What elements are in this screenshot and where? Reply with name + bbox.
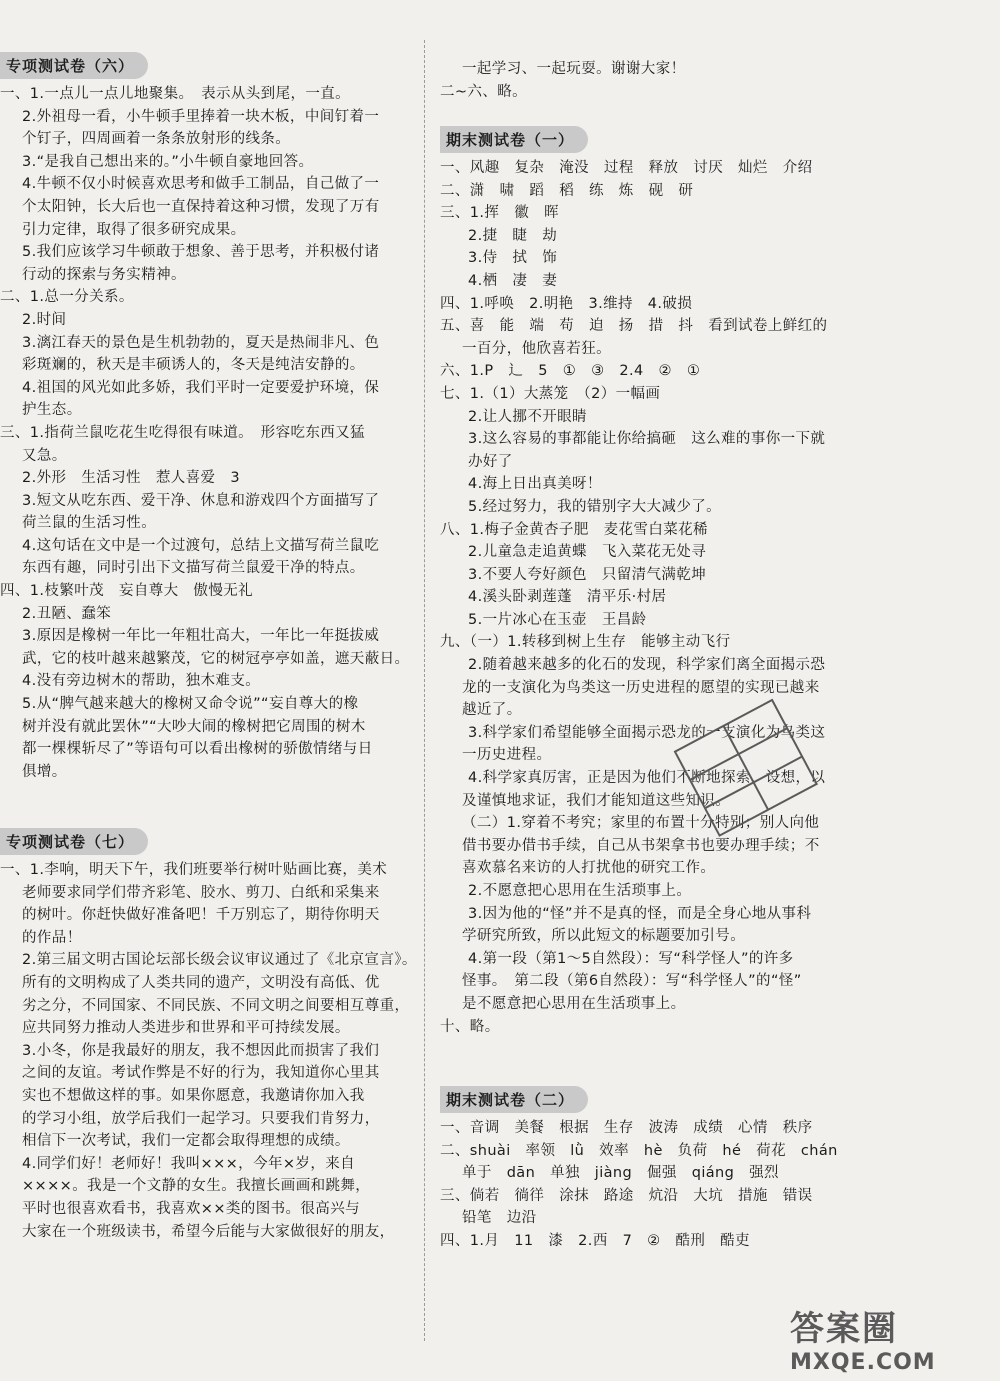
answer-line: 喜欢慕名来访的人打扰他的研究工作。 [462, 860, 716, 877]
answer-line: 二、shuài 率领 lǜ 效率 hè 负荷 hé 荷花 chán [440, 1142, 838, 1159]
answer-line: 2.外祖母一看，小牛顿手里捧着一块木板，中间钉着一 [22, 108, 380, 125]
answer-line: 所有的文明构成了人类共同的遗产，文明没有高低、优 [22, 974, 380, 991]
answer-line: 3.小冬，你是我最好的朋友，我不想因此而损害了我们 [22, 1042, 380, 1059]
answer-line: 的作品！ [22, 929, 82, 946]
answer-line: 3.因为他的“怪”并不是真的怪，而是全身心地从事科 [468, 905, 812, 922]
answer-line: 3.侍 拭 饰 [468, 250, 558, 267]
left-column [0, 0, 417, 1381]
answer-line: 一百分，他欣喜若狂。 [462, 340, 611, 357]
answer-lines [440, 1117, 838, 1253]
answer-line: 六、1.P 辶 5 ① ③ 2.4 ② ① [440, 363, 701, 380]
answer-line: 4.这句话在文中是一个过渡句，总结上文描写荷兰鼠吃 [22, 537, 380, 554]
answer-line: 护生态。 [22, 402, 82, 419]
section-test-7 [0, 828, 417, 1243]
answer-line: 四、1.月 11 漆 2.西 7 ② 酷刑 酷吏 [440, 1232, 750, 1249]
answer-line: 2.不愿意把心思用在生活琐事上。 [468, 883, 692, 899]
answer-line: 借书要办借书手续，自己从书架拿书也要办理手续；不 [462, 837, 820, 854]
answer-line: 2.让人挪不开眼睛 [468, 408, 587, 425]
answer-line: 都一棵棵斩尽了”等语句可以看出橡树的骄傲情绪与日 [22, 741, 373, 758]
answer-line: 办好了 [468, 453, 513, 470]
answer-line: 的树叶。你赶快做好准备吧！千万别忘了，期待你明天 [22, 907, 380, 924]
answer-line: 3.原因是橡树一年比一年粗壮高大，一年比一年挺拔威 [22, 628, 380, 645]
answer-line: 相信下一次考试，我们一定都会取得理想的成绩。 [22, 1133, 350, 1150]
answer-line: 四、1.呼唤 2.明艳 3.维持 4.破损 [440, 295, 693, 312]
answer-line: 4.栖 凄 妻 [468, 272, 558, 289]
answer-line: 铅笔 边沿 [462, 1210, 537, 1227]
answer-line: 个太阳钟，长大后也一直保持着这种习惯，发现了万有 [22, 198, 380, 215]
answer-line: ××××。我是一个文静的女生。我擅长画画和跳舞， [22, 1178, 371, 1195]
stamp-overlay [652, 690, 842, 850]
answer-line: 3.不要人夸好颜色 只留清气满乾坤 [468, 566, 707, 583]
answer-line: 五、喜 能 端 苟 迫 扬 措 抖 看到试卷上鲜红的 [440, 318, 828, 335]
answer-line: 一、1.一点儿一点儿地聚集。 表示从头到尾，一直。 [0, 86, 351, 102]
answer-line: 劣之分，不同国家、不同民族、不同文明之间要相互尊重， [22, 997, 410, 1014]
answer-line: 一、1.李响，明天下午，我们班要举行树叶贴画比赛，美术 [0, 862, 388, 878]
answer-line: 老师要求同学们带齐彩笔、胶水、剪刀、白纸和采集来 [22, 884, 380, 901]
answer-line: 一历史进程。 [462, 747, 552, 764]
section-title: 期末测试卷（二） [440, 1086, 588, 1113]
section-title: 专项测试卷（六） [0, 52, 148, 79]
answer-line: 的学习小组，放学后我们一起学习。只要我们肯努力， [22, 1110, 380, 1127]
logo-sub-text: MXQE.COM [790, 1350, 936, 1375]
answer-line: 四、1.枝繁叶茂 妄自尊大 傲慢无礼 [0, 583, 254, 600]
answer-line: 4.牛顿不仅小时候喜欢思考和做手工制品，自己做了一 [22, 176, 380, 193]
answer-line: 一、音调 美餐 根据 生存 波涛 成绩 心情 秩序 [440, 1120, 813, 1136]
answer-line: 4.没有旁边树木的帮助，独木难支。 [22, 673, 261, 690]
answer-line: 怪事。 第二段（第6自然段）：写“科学怪人”的“怪” [462, 973, 802, 990]
answer-line: 4.科学家真厉害，正是因为他们不断地探索、设想，以 [468, 770, 826, 787]
answer-line: 行动的探索与务实精神。 [22, 266, 186, 283]
answer-lines [440, 157, 827, 1038]
continued-answers [440, 58, 686, 103]
answer-line: 大家在一个班级读书，希望今后能与大家做很好的朋友， [22, 1223, 395, 1240]
answer-line: 平时也很喜欢看书，我喜欢××类的图书。很高兴与 [22, 1200, 360, 1217]
answer-line: 4.第一段（第1～5自然段）：写“科学怪人”的许多 [468, 950, 794, 967]
logo-main-text: 答案圈 [790, 1309, 898, 1349]
answer-line: 5.我们应该学习牛顿敢于想象、善于思考，并积极付诸 [22, 244, 380, 261]
section-title: 期末测试卷（一） [440, 126, 588, 153]
answer-line: 二、潇 啸 蹈 稻 练 炼 砚 研 [440, 182, 694, 199]
answer-line: 三、1.挥 徽 晖 [440, 205, 559, 222]
answer-line: 2.丑陋、蠢笨 [22, 605, 112, 622]
answer-line: 4.海上日出真美呀！ [468, 476, 602, 493]
answer-line: 二、1.总一分关系。 [0, 289, 134, 306]
answer-line: 十、略。 [440, 1018, 500, 1035]
answer-line: 七、1.（1）大蒸笼 （2）一幅画 [440, 385, 661, 402]
answer-line: 东西有趣，同时引出下文描写荷兰鼠爱干净的特点。 [22, 560, 365, 577]
answer-line: 个钉子，四周画着一条条放射形的线条。 [22, 131, 291, 148]
answer-line: 是不愿意把心思用在生活琐事上。 [462, 995, 686, 1012]
section-title: 专项测试卷（七） [0, 828, 148, 855]
answer-line: 彩斑斓的，秋天是丰硕诱人的，冬天是纯洁安静的。 [22, 357, 365, 374]
answer-line: 5.经过努力，我的错别字大大减少了。 [468, 498, 722, 515]
answer-line: 一、风趣 复杂 淹没 过程 释放 讨厌 灿烂 介绍 [440, 160, 813, 176]
answer-line: 三、1.指荷兰鼠吃花生吃得很有味道。 形容吃东西又猛 [0, 424, 365, 441]
answer-line: 学研究所致，所以此短文的标题要加引号。 [462, 928, 746, 945]
answer-line: 又急。 [22, 447, 67, 464]
answer-line: 2.时间 [22, 311, 67, 328]
watermark-logo [790, 1301, 990, 1373]
answer-line: 树并没有就此罢休”“大吵大闹的橡树把它周围的树木 [22, 718, 366, 735]
answer-lines [0, 83, 409, 783]
answer-lines [0, 859, 417, 1243]
section-final-2 [440, 1086, 838, 1253]
answer-line: 俱增。 [22, 763, 67, 780]
answer-line: 及谨慎地求证，我们才能知道这些知识。 [462, 792, 731, 809]
answer-line: 2.第三届文明古国论坛部长级会议审议通过了《北京宣言》。 [22, 952, 417, 969]
answer-line: 3.短文从吃东西、爱干净、休息和游戏四个方面描写了 [22, 492, 380, 509]
answer-line: 2.捷 睫 劫 [468, 227, 558, 244]
answer-line: （二）1.穿着不考究；家里的布置十分特别；别人向他 [462, 815, 820, 832]
answer-line: 实也不想做这样的事。如果你愿意，我邀请你加入我 [22, 1087, 365, 1104]
answer-line: 单于 dān 单独 jiàng 倔强 qiáng 强烈 [462, 1165, 779, 1182]
answer-line: 3.漓江春天的景色是生机勃勃的，夏天是热闹非凡、色 [22, 334, 380, 351]
answer-line: 3.“是我自己想出来的。”小牛顿自豪地回答。 [22, 153, 314, 170]
answer-line: 越近了。 [462, 702, 522, 719]
answer-line: 三、倘若 徜徉 涂抹 路途 炕沿 大坑 措施 错误 [440, 1187, 813, 1204]
answer-line: 八、1.梅子金黄杏子肥 麦花雪白菜花稀 [440, 521, 708, 538]
answer-line: 龙的一支演化为鸟类这一历史进程的愿望的实现已越来 [462, 679, 820, 696]
answer-line: 5.从“脾气越来越大的橡树又命令说”“妄自尊大的橡 [22, 696, 359, 713]
answer-line: 之间的友谊。考试作弊是不好的行为，我知道你心里其 [22, 1065, 380, 1082]
answer-line: 2.随着越来越多的化石的发现，科学家们离全面揭示恐 [468, 657, 826, 674]
answer-line: 2.外形 生活习性 惹人喜爱 3 [22, 470, 240, 487]
section-test-6 [0, 52, 409, 783]
answer-line: 九、（一）1.转移到树上生存 能够主动飞行 [440, 634, 731, 651]
answer-line: 2.儿童急走追黄蝶 飞入菜花无处寻 [468, 544, 707, 561]
answer-line: 5.一片冰心在玉壶 王昌龄 [468, 611, 647, 628]
column-divider [424, 40, 425, 1341]
answer-line: 4.同学们好！老师好！我叫×××，今年×岁，来自 [22, 1155, 356, 1172]
answer-line: 引力定律，取得了很多研究成果。 [22, 221, 246, 238]
answer-line: 一起学习、一起玩耍。谢谢大家！ [462, 61, 686, 77]
answer-line: 4.溪头卧剥莲蓬 清平乐·村居 [468, 589, 667, 606]
answer-line: 3.科学家们希望能够全面揭示恐龙的一支演化为鸟类这 [468, 724, 826, 741]
answer-line: 二~六、略。 [440, 83, 528, 100]
answer-line: 4.祖国的风光如此多娇，我们平时一定要爱护环境，保 [22, 379, 380, 396]
section-final-1 [440, 126, 827, 1038]
answer-line: 3.这么容易的事都能让你给搞砸 这么难的事你一下就 [468, 431, 826, 448]
answer-line: 武，它的枝叶越来越繁茂，它的树冠亭亭如盖，遮天蔽日。 [22, 650, 410, 667]
answer-line: 荷兰鼠的生活习性。 [22, 515, 157, 532]
answer-line: 应共同努力推动人类进步和世界和平可持续发展。 [22, 1020, 350, 1037]
